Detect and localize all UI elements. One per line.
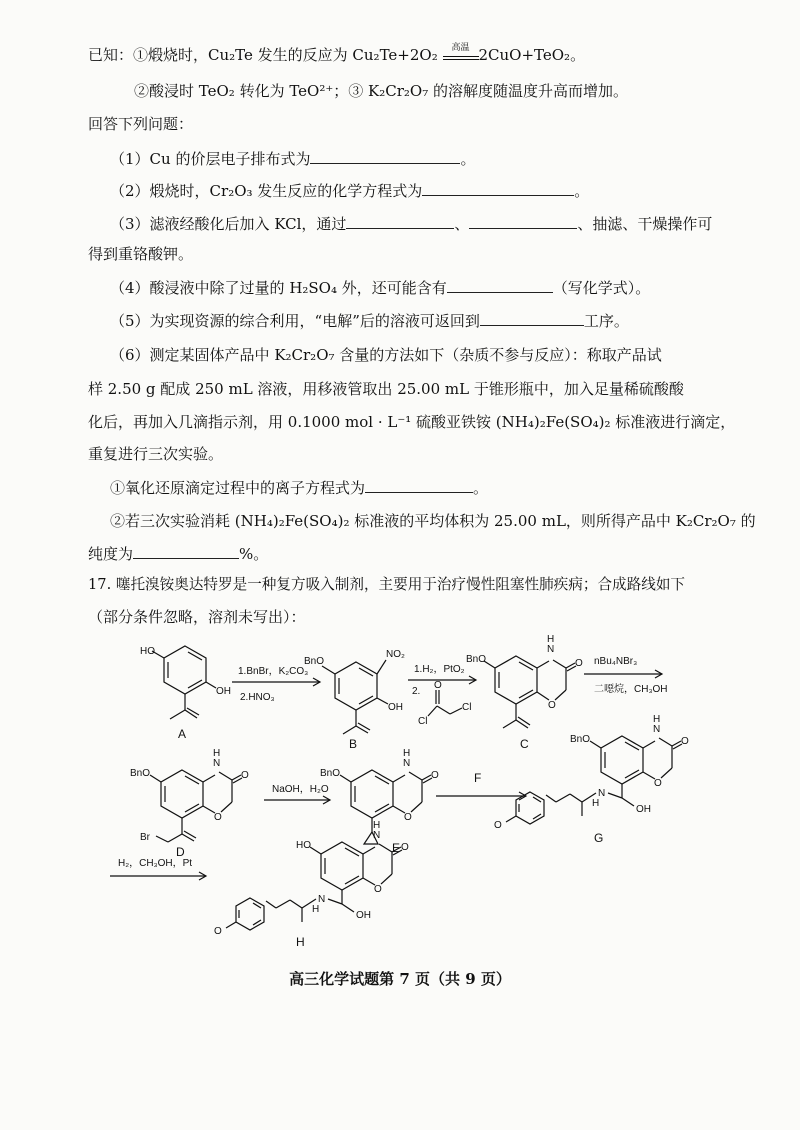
C-nh-label: H bbox=[547, 634, 555, 645]
reagent-1b: 2.HNO₃ bbox=[240, 692, 275, 703]
D-br-label: Br bbox=[140, 832, 150, 843]
q6-line-1: （6）测定某固体产品中 K₂Cr₂O₇ 含量的方法如下（杂质不参与反应）：称取产品试 bbox=[110, 346, 662, 364]
q3-text: （3）滤液经酸化后加入 KCl，通过 bbox=[110, 215, 347, 233]
G-amine-n-label: N bbox=[598, 788, 606, 799]
D-nh-label: H bbox=[213, 748, 221, 759]
answer-prompt: 回答下列问题： bbox=[88, 115, 194, 133]
H-o-label: O bbox=[401, 842, 409, 853]
E-bno-label: BnO bbox=[320, 768, 341, 779]
label-G: G bbox=[594, 831, 604, 845]
reagent-1a: 1.BnBr，K₂CO₃ bbox=[238, 666, 309, 677]
q2-end: 。 bbox=[574, 182, 590, 200]
reagent-3b: 二噁烷，CH₃OH bbox=[594, 684, 668, 695]
H-ho-label: HO bbox=[296, 840, 311, 851]
q17-line-1: 17. 噻托溴铵奥达特罗是一种复方吸入制剂，主要用于治疗慢性阻塞性肺疾病；合成路线如下 bbox=[88, 576, 686, 593]
E-n-label: N bbox=[403, 758, 411, 769]
label-H: H bbox=[296, 935, 305, 949]
compound-D-structure bbox=[150, 770, 242, 842]
reagent-4: NaOH，H₂O bbox=[272, 784, 329, 795]
synthesis-scheme bbox=[0, 630, 800, 960]
D-bno-label: BnO bbox=[130, 768, 151, 779]
reaction-condition: 高温 bbox=[451, 43, 470, 53]
q5-answer-blank[interactable] bbox=[480, 309, 584, 326]
E-nh-label: H bbox=[403, 748, 411, 759]
H-oh-label: OH bbox=[356, 910, 371, 921]
q2-text: （2）煅烧时，Cr₂O₃ 发生反应的化学方程式为 bbox=[110, 182, 423, 200]
reagent-2a: 1.H₂，PtO₂ bbox=[414, 664, 465, 675]
q2-answer-blank[interactable] bbox=[422, 179, 574, 196]
compound-E-structure bbox=[340, 770, 432, 844]
q3-answer-blank-1[interactable] bbox=[346, 212, 454, 229]
q6-sub1-answer-blank[interactable] bbox=[365, 476, 473, 493]
q6-sub2-answer-blank[interactable] bbox=[133, 542, 239, 559]
question-4 bbox=[110, 276, 650, 299]
q6-line-2: 样 2.50 g 配成 250 mL 溶液，用移液管取出 25.00 mL 于锥形瓶中，加入足量稀硫酸酸 bbox=[88, 380, 684, 398]
q1-answer-blank[interactable] bbox=[310, 147, 460, 164]
E-o-label: O bbox=[431, 770, 439, 781]
given-line-2: ②酸浸时 TeO₂ 转化为 TeO²⁺；③ K₂Cr₂O₇ 的溶解度随温度升高而增加。 bbox=[134, 82, 629, 100]
q4-text: （4）酸浸液中除了过量的 H₂SO₄ 外，还可能含有 bbox=[110, 279, 447, 297]
B-bno-label: BnO bbox=[304, 656, 325, 667]
C-n-label: N bbox=[547, 644, 555, 655]
A-oh-label: OH bbox=[216, 686, 231, 697]
H-nh-label: H bbox=[373, 820, 381, 831]
q3-line-2: 得到重铬酸钾。 bbox=[88, 245, 194, 263]
q1-text: （1）Cu 的价层电子排布式为 bbox=[110, 150, 311, 168]
given-products: 2CuO+TeO₂。 bbox=[478, 46, 586, 64]
q6-sub1-text: ①氧化还原滴定过程中的离子方程式为 bbox=[110, 479, 366, 497]
scheme-labels bbox=[118, 634, 689, 949]
A-ho-label: HO bbox=[140, 646, 155, 657]
H-n-label: N bbox=[373, 830, 381, 841]
q4-tail: （写化学式）。 bbox=[552, 279, 651, 297]
q3-answer-blank-2[interactable] bbox=[469, 212, 577, 229]
acyl-cl1-label: Cl bbox=[418, 716, 428, 727]
G-methoxy-label: O bbox=[494, 820, 502, 831]
B-oh-label: OH bbox=[388, 702, 403, 713]
G-n-label: N bbox=[653, 724, 661, 735]
q1-end: 。 bbox=[460, 150, 476, 168]
q6-line-3: 化后，再加入几滴指示剂，用 0.1000 mol · L⁻¹ 硫酸亚铁铵 (NH₄)₂Fe(SO₄)₂ 标准液进行滴定， bbox=[88, 413, 736, 431]
C-ring-o-label: O bbox=[548, 700, 556, 711]
compound-B-structure bbox=[322, 660, 388, 734]
q4-answer-blank[interactable] bbox=[447, 276, 553, 293]
C-o-label: O bbox=[575, 658, 583, 669]
reagent-6: H₂，CH₃OH，Pt bbox=[118, 858, 193, 869]
G-amine-h-label: H bbox=[592, 798, 600, 809]
q5-tail: 工序。 bbox=[583, 312, 629, 330]
G-o-label: O bbox=[681, 736, 689, 747]
D-o-label: O bbox=[241, 770, 249, 781]
given-lead: 已知：①煅烧时， bbox=[88, 46, 209, 64]
question-3 bbox=[110, 212, 712, 235]
H-amine-h-label: H bbox=[312, 904, 320, 915]
acyl-o-label: O bbox=[434, 680, 442, 691]
label-D: D bbox=[176, 845, 185, 859]
q6-sub-2-line-2 bbox=[88, 542, 268, 565]
question-5 bbox=[110, 309, 629, 332]
D-n-label: N bbox=[213, 758, 221, 769]
reagent-2b: 2. bbox=[412, 686, 421, 697]
H-amine-n-label: N bbox=[318, 894, 326, 905]
H-ring-o-label: O bbox=[374, 884, 382, 895]
label-B: B bbox=[349, 737, 358, 751]
given-reaction: Cu₂Te 发生的反应为 Cu₂Te+2O₂ bbox=[208, 46, 438, 64]
E-ring-o-label: O bbox=[404, 812, 412, 823]
q6-sub2-text: 纯度为 bbox=[88, 545, 134, 563]
label-C: C bbox=[520, 737, 529, 751]
H-methoxy-label: O bbox=[214, 926, 222, 937]
q6-sub-1 bbox=[110, 476, 488, 499]
q3-sep: 、 bbox=[454, 215, 470, 233]
compound-C-structure bbox=[484, 656, 576, 728]
G-oh-label: OH bbox=[636, 804, 651, 815]
q6-line-4: 重复进行三次实验。 bbox=[88, 445, 224, 463]
page-footer: 高三化学试题第 7 页（共 9 页） bbox=[289, 970, 511, 988]
q6-sub1-end: 。 bbox=[473, 479, 489, 497]
q6-sub2-end: %。 bbox=[239, 545, 269, 563]
q17-line-2: （部分条件忽略，溶剂未写出）： bbox=[88, 608, 306, 626]
G-ring-o-label: O bbox=[654, 778, 662, 789]
q5-text: （5）为实现资源的综合利用，“电解”后的溶液可返回到 bbox=[110, 312, 480, 330]
reaction-arrow bbox=[443, 43, 479, 60]
label-E: E bbox=[392, 841, 401, 855]
D-ring-o-label: O bbox=[214, 812, 222, 823]
question-2 bbox=[110, 179, 589, 202]
label-A: A bbox=[178, 727, 187, 741]
q3-tail: 、抽滤、干燥操作可 bbox=[577, 215, 713, 233]
G-nh-label: H bbox=[653, 714, 661, 725]
question-1 bbox=[110, 147, 475, 170]
reagent-5: F bbox=[474, 771, 482, 785]
compound-A-structure bbox=[152, 646, 216, 719]
reagent-3a: nBu₄NBr₃ bbox=[594, 656, 638, 667]
q6-sub-2: ②若三次实验消耗 (NH₄)₂Fe(SO₄)₂ 标准液的平均体积为 25.00 mL，则所得产品中 K₂Cr₂O₇ 的 bbox=[110, 512, 756, 530]
C-bno-label: BnO bbox=[466, 654, 487, 665]
given-line-1 bbox=[88, 44, 585, 66]
G-bno-label: BnO bbox=[570, 734, 591, 745]
acyl-cl2-label: Cl bbox=[462, 702, 472, 713]
B-no2-label: NO₂ bbox=[386, 649, 405, 660]
